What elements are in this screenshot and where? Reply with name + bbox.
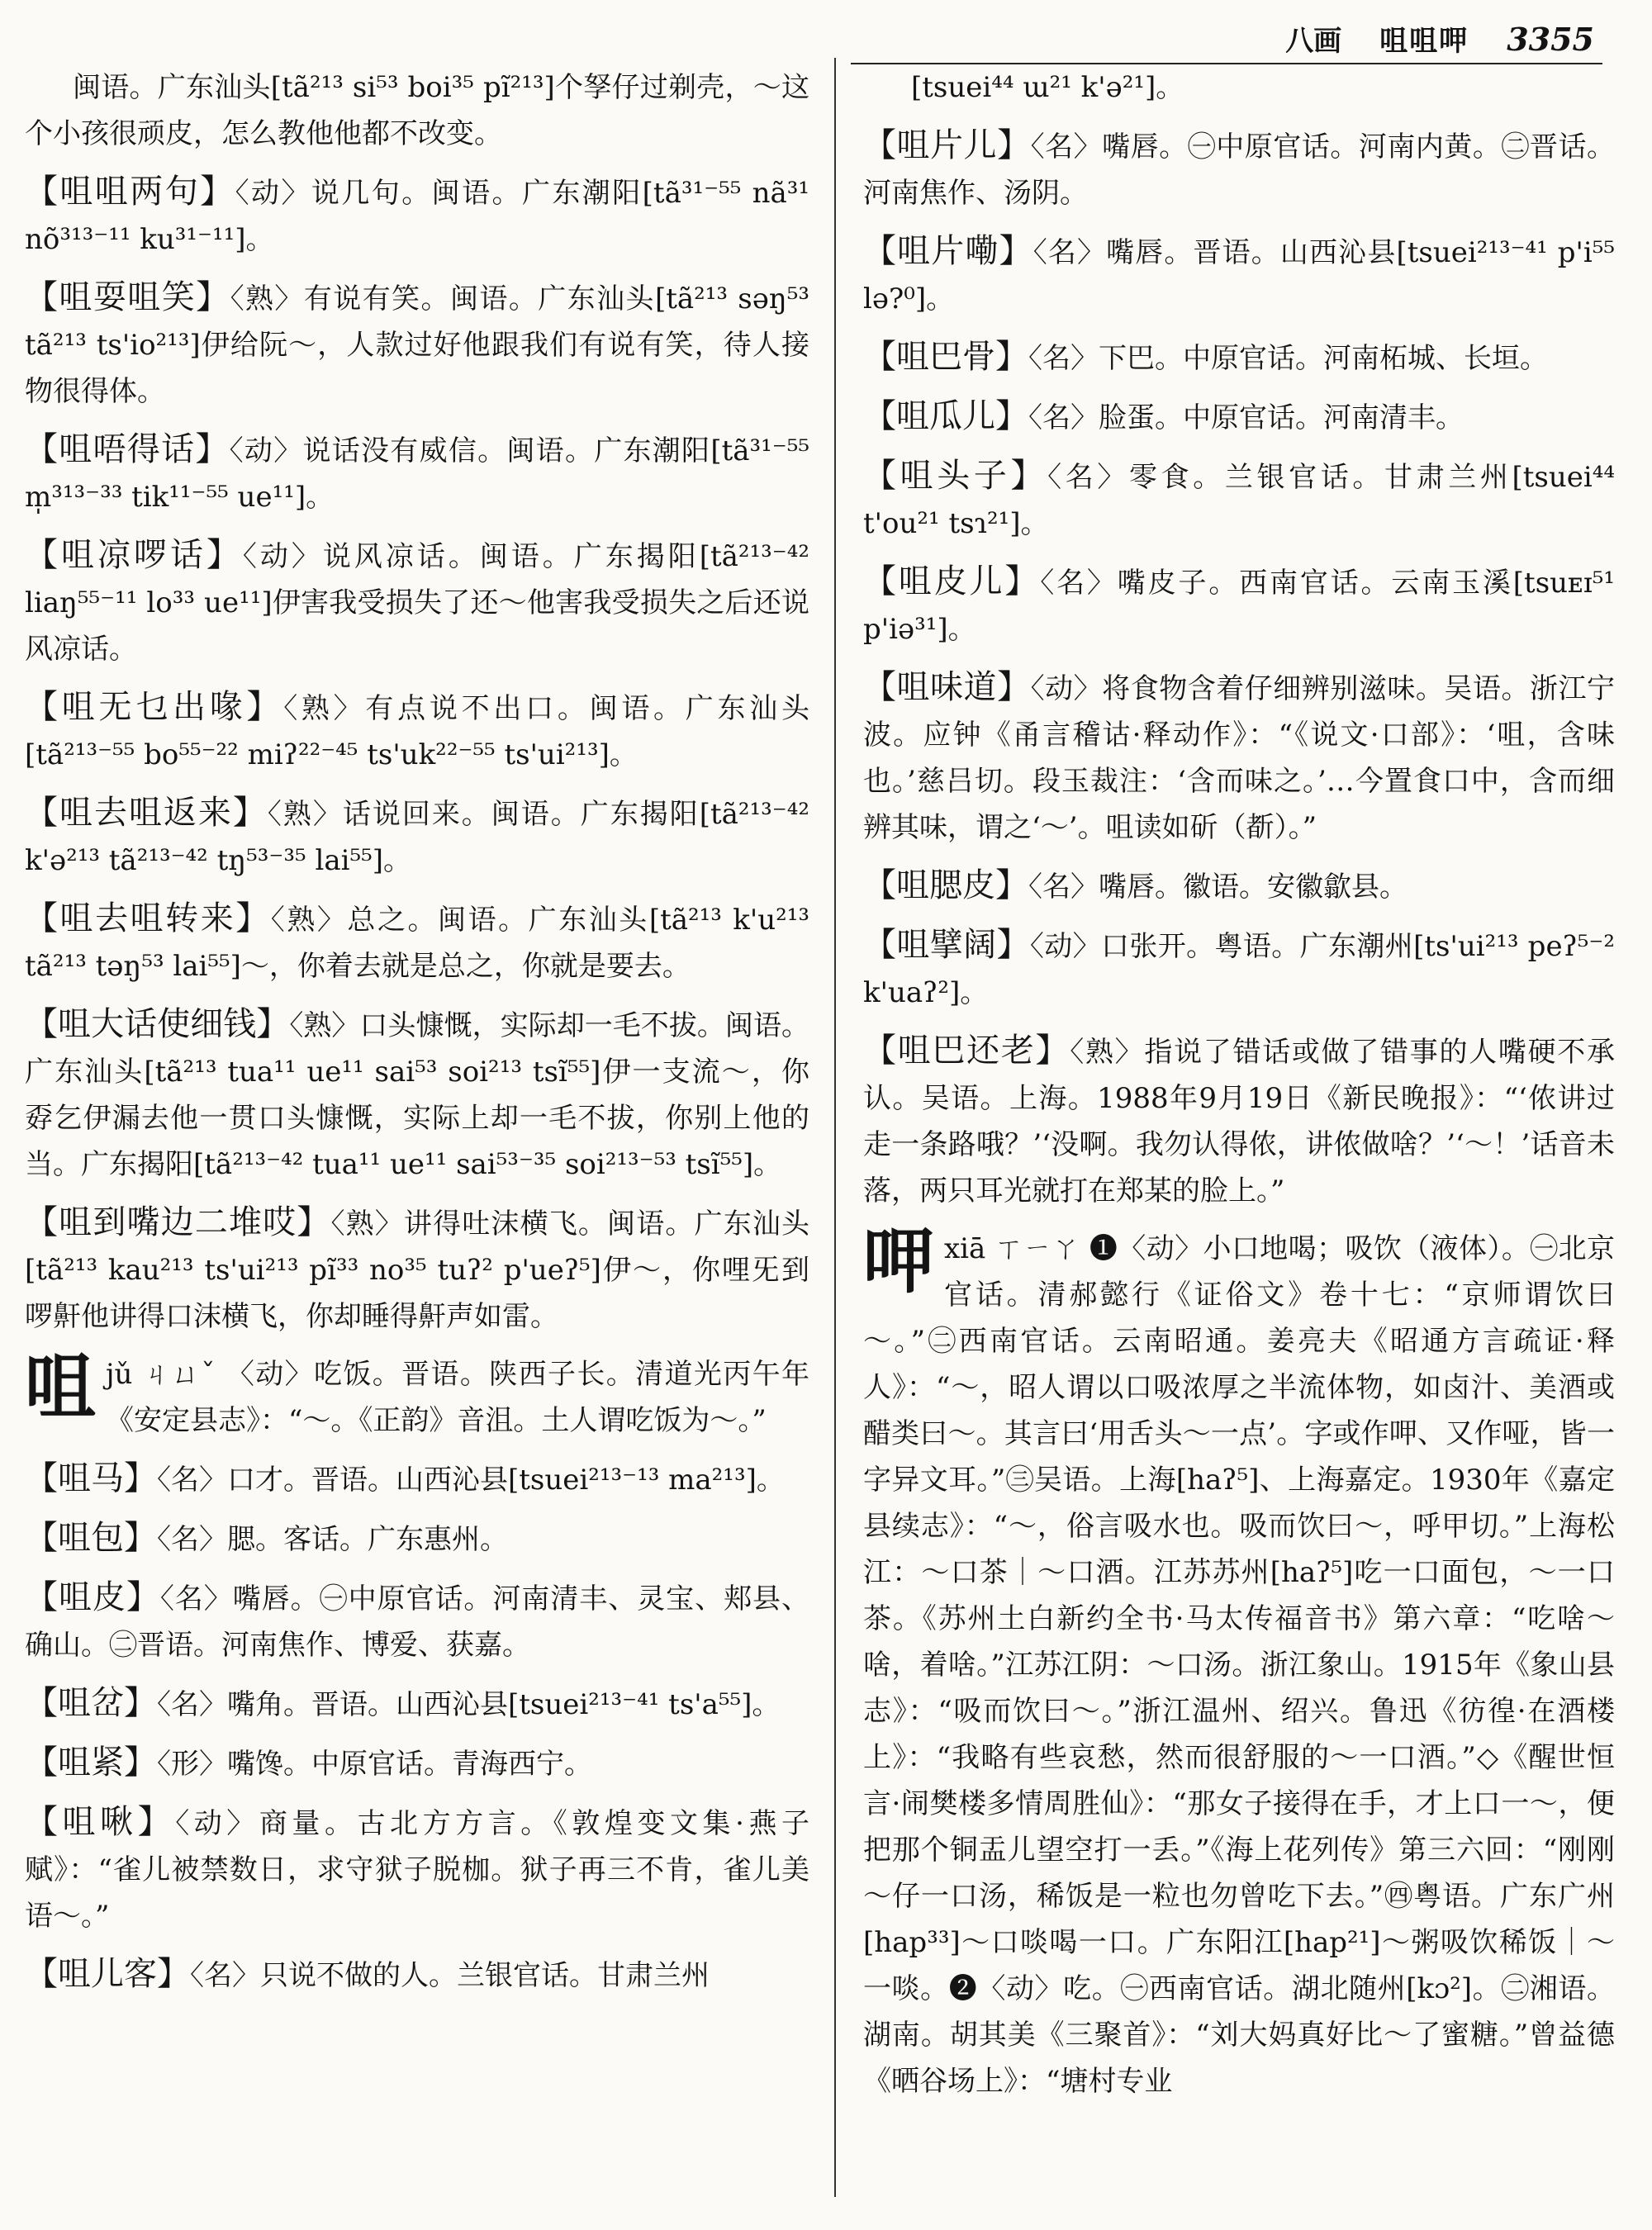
entry-headword: 【咀头子】: [863, 457, 1048, 495]
entry: [25, 1001, 809, 1188]
entry-headword: 【咀岔】: [25, 1684, 157, 1722]
entry: [25, 1951, 809, 1999]
entry-headword: 【咀片儿】: [863, 126, 1031, 164]
entry-headword: 【咀去咀转来】: [25, 899, 271, 937]
entry-headword: 【咀巴骨】: [863, 338, 1028, 376]
entry-definition: xiā ㄒㄧㄚ ❶〈动〉小口地喝；吸饮（液体）。㊀北京官话。清郝懿行《证俗文》卷十七：“京师谓饮曰～。”㊁西南官话。云南昭通。姜亮夫《昭通方言疏证·释人》：“～，昭人谓以口吸浓厚之半流体物，如卤汁、美酒或醋类曰～。其言曰‘用舌头～一点’。字或作呷、又作哑，皆一字异文耳。”㊂吴语。上海[haʔ⁵]、上海嘉定。1930年《嘉定县续志》：“～，俗言吸水也。吸而饮曰～，呼甲切。”上海松江：～口茶｜～口酒。江苏苏州[haʔ⁵]吃一口面包，～一口茶。《苏州土白新约全书·马太传福音书》第六章：“吃啥～啥，着啥。”江苏江阴：～口汤。浙江象山。1915年《象山县志》：“吸而饮曰～。”浙江温州、绍兴。鲁迅《彷徨·在酒楼上》：“我略有些哀愁，然而很舒服的～一口酒。”◇《醒世恒言·闹樊楼多情周胜仙》：“那女子接得在手，才上口一～，便把那个铜盂儿望空打一丢。”《海上花列传》第三六回：“刚刚～仔一口汤，稀饭是一粒也勿曾吃下去。”㊃粤语。广东广州[hap³³]～口啖喝一口。广东阳江[hap²¹]～粥吸饮稀饭｜～一啖。❷〈动〉吃。㊀西南官话。湖北随州[kɔ²]。㊁湘语。湖南。胡其美《三聚首》：“刘大妈真好比～了蜜糖。”曾益德《晒谷场上》：“塘村专业: [863, 1232, 1615, 2098]
entry-headword: 【咀片嘞】: [863, 232, 1033, 270]
entry-definition: 〈形〉嘴馋。中原官话。青海西宁。: [157, 1748, 592, 1781]
entry-definition: 〈名〉腮。客话。广东惠州。: [157, 1523, 508, 1556]
column-divider: [834, 58, 836, 2197]
entry-definition: 〈名〉嘴唇。㊀中原官话。河南内黄。㊁晋话。河南焦作、汤阴。: [863, 130, 1616, 210]
entry: [25, 1515, 809, 1563]
entry-headword: 【咀皮】: [25, 1578, 160, 1616]
entry: [25, 1799, 809, 1939]
entry: [863, 664, 1615, 851]
entry-headword: 【咀紧】: [25, 1744, 157, 1782]
entry: [863, 1027, 1615, 1214]
entry: [25, 1739, 809, 1787]
entry-definition: 〈动〉说话没有威信。闽语。广东潮阳[tã³¹⁻⁵⁵ m̩³¹³⁻³³ tik¹¹⁻⁵⁵ ue¹¹]。: [25, 434, 809, 514]
entry-headword: 【咀咀两句】: [25, 173, 235, 211]
entry-definition: 〈熟〉话说回来。闽语。广东揭阳[tã²¹³⁻⁴² k'ə²¹³ tã²¹³⁻⁴² tŋ⁵³⁻³⁵ lai⁵⁵]。: [25, 798, 809, 877]
entry-definition: 〈名〉下巴。中原官话。河南柘城、长垣。: [1028, 342, 1548, 375]
entry-definition: 〈熟〉讲得吐沫横飞。闽语。广东汕头[tã²¹³ kau²¹³ ts'ui²¹³ pĩ³³ no³⁵ tuʔ² p'ueʔ⁵]伊～，你哩旡到啰鼾他讲得口沫横飞，你却睡得鼾声如雷。: [25, 1208, 810, 1333]
entry: [25, 426, 809, 520]
entry: [25, 532, 809, 672]
character-entry: [863, 1221, 1615, 2104]
entry-headword: 【咀巴还老】: [863, 1032, 1070, 1070]
entry-definition: 〈熟〉总之。闽语。广东汕头[tã²¹³ k'u²¹³ tã²¹³ təŋ⁵³ lai⁵⁵]～，你着去就是总之，你就是要去。: [25, 904, 810, 983]
entry: [863, 453, 1615, 547]
entry-definition: 〈名〉口才。晋语。山西沁县[tsuei²¹³⁻¹³ ma²¹³]。: [157, 1464, 785, 1497]
entry: [25, 1199, 809, 1340]
entry: [863, 558, 1615, 652]
entry-headword: 【咀唔得话】: [25, 430, 230, 468]
entry-definition: 〈名〉只说不做的人。兰银官话。甘肃兰州: [190, 1959, 710, 1992]
entry-headword: 【咀啾】: [25, 1803, 176, 1841]
entry-headword: 【咀瓜儿】: [863, 397, 1028, 435]
left-column: [25, 64, 809, 2010]
entry: [863, 862, 1615, 910]
entry: [25, 168, 809, 263]
entry-headword: 【咀到嘴边二堆哎】: [25, 1203, 331, 1241]
entry-headword: 【咀腮皮】: [863, 866, 1028, 904]
entry-headword: 【咀味道】: [863, 668, 1031, 706]
page-number: 3355: [1507, 21, 1594, 58]
entry: [25, 895, 809, 989]
entry-definition: 〈名〉嘴角。晋语。山西沁县[tsuei²¹³⁻⁴¹ ts'a⁵⁵]。: [157, 1688, 781, 1721]
right-column: [863, 64, 1615, 2116]
entry-headword: 【咀马】: [25, 1459, 157, 1497]
entry-headword: 【咀儿客】: [25, 1955, 190, 1993]
entry-definition: jǔ ㄐㄩˇ 〈动〉吃饭。晋语。陕西子长。清道光丙午年《安定县志》：“～。《正韵》音沮。土人谓吃饭为～。”: [106, 1358, 809, 1437]
entry-continuation: [tsuei⁴⁴ ɯ²¹ k'ə²¹]。: [911, 71, 1184, 104]
entry-definition: 〈名〉嘴皮子。西南官话。云南玉溪[tsuᴇɪ⁵¹ p'iə³¹]。: [863, 567, 1615, 646]
entry-definition: 〈动〉商量。古北方方言。《敦煌变文集·燕子赋》：“雀儿被禁数日，求守狱子脱枷。狱子再三不肯，雀儿美语～。”: [25, 1807, 809, 1933]
entry-definition: 〈熟〉有点说不出口。闽语。广东汕头[tã²¹³⁻⁵⁵ bo⁵⁵⁻²² miʔ²²⁻⁴⁵ ts'uk²²⁻⁵⁵ ts'ui²¹³]。: [25, 692, 810, 771]
entry-headword: 【咀凉啰话】: [25, 536, 243, 574]
character-headword: 呷: [863, 1221, 934, 1303]
page-header: [1285, 18, 1594, 61]
entry: [863, 922, 1615, 1016]
entry-headword: 【咀大话使细钱】: [25, 1005, 290, 1043]
entry: [25, 274, 809, 415]
entry-headword: 【咀无乜出喙】: [25, 688, 284, 726]
entry-headword: 【咀包】: [25, 1519, 157, 1557]
entry-definition: 〈动〉说几句。闽语。广东潮阳[tã³¹⁻⁵⁵ nã³¹ nõ³¹³⁻¹¹ ku³¹⁻¹¹]。: [25, 177, 810, 256]
entry-headword: 【咀擘阔】: [863, 926, 1030, 964]
entry-definition: 〈名〉嘴唇。晋语。山西沁县[tsuei²¹³⁻⁴¹ p'i⁵⁵ lə?⁰]。: [863, 236, 1616, 316]
entry: [863, 393, 1615, 441]
entry-definition: 〈熟〉口头慷慨，实际却一毛不拔。闽语。广东汕头[tã²¹³ tua¹¹ ue¹¹ sai⁵³ soi²¹³ tsĩ⁵⁵]伊一支流～，你孬乞伊漏去他一贯口头慷慨，实际上却一毛不拔，你别上他的当。广东揭阳[tã²¹³⁻⁴² tua¹¹ ue¹¹ sai⁵³⁻³⁵ soi²¹³⁻⁵³ tsĩ⁵⁵]。: [25, 1009, 810, 1181]
entry-headword: 【咀去咀返来】: [25, 794, 268, 832]
entry-definition: 〈名〉嘴唇。㊀中原官话。河南清丰、灵宝、郏县、确山。㊁晋语。河南焦作、博爱、获嘉。: [25, 1582, 810, 1662]
entry-definition: 〈熟〉指说了错话或做了错事的人嘴硬不承认。吴语。上海。1988年9月19日《新民晚报》：“‘侬讲过走一条路哦？’‘没啊。我勿认得侬，讲侬做啥？’‘～！’话音未落，两只耳光就打在郑某的脸上。”: [863, 1036, 1615, 1208]
entry: [863, 122, 1615, 216]
entry-continuation: 闽语。广东汕头[tã²¹³ si⁵³ boi³⁵ pĩ²¹³]个孥仔过剃壳，～这个小孩很顽皮，怎么教他他都不改变。: [25, 71, 809, 150]
entry-definition: 〈名〉零食。兰银官话。甘肃兰州[tsuei⁴⁴ t'ou²¹ tsɿ²¹]。: [863, 461, 1616, 540]
entry-definition: 〈动〉将食物含着仔细辨别滋味。吴语。浙江宁波。应钟《甬言稽诂·释动作》：“《说文·口部》：‘咀，含味也。’慈吕切。段玉裁注：‘含而味之。’…今置食口中，含而细辨其味，谓之‘～’。咀读如斫（斱）。”: [863, 672, 1616, 844]
entry: [863, 228, 1615, 322]
character-headword: 咀: [25, 1346, 96, 1429]
character-entry: [25, 1346, 809, 1444]
entry-headword: 【咀耍咀笑】: [25, 278, 230, 316]
entry-definition: 〈熟〉有说有笑。闽语。广东汕头[tã²¹³ səŋ⁵³ tã²¹³ ts'io²¹³]伊给阮～，人款过好他跟我们有说有笑，待人接物很得体。: [25, 282, 810, 408]
entry-definition: 〈动〉口张开。粤语。广东潮州[ts'ui²¹³ peʔ⁵⁻² k'uaʔ²]。: [863, 930, 1615, 1009]
header-characters: 咀咀呷: [1379, 25, 1469, 58]
entry-definition: 〈名〉嘴唇。徽语。安徽歙县。: [1028, 871, 1408, 904]
entry: [25, 790, 809, 884]
entry-definition: 〈名〉脸蛋。中原官话。河南清丰。: [1028, 401, 1464, 434]
entry: [863, 334, 1615, 382]
entry-headword: 【咀皮儿】: [863, 562, 1041, 600]
entry: [25, 684, 809, 778]
entry: [25, 1574, 809, 1668]
header-section: 八画: [1285, 25, 1342, 58]
entry: [25, 1680, 809, 1728]
entry: [25, 1455, 809, 1503]
entry-definition: 〈动〉说风凉话。闽语。广东揭阳[tã²¹³⁻⁴² liaŋ⁵⁵⁻¹¹ lo³³ ue¹¹]伊害我受损失了还～他害我受损失之后还说风凉话。: [25, 540, 810, 666]
